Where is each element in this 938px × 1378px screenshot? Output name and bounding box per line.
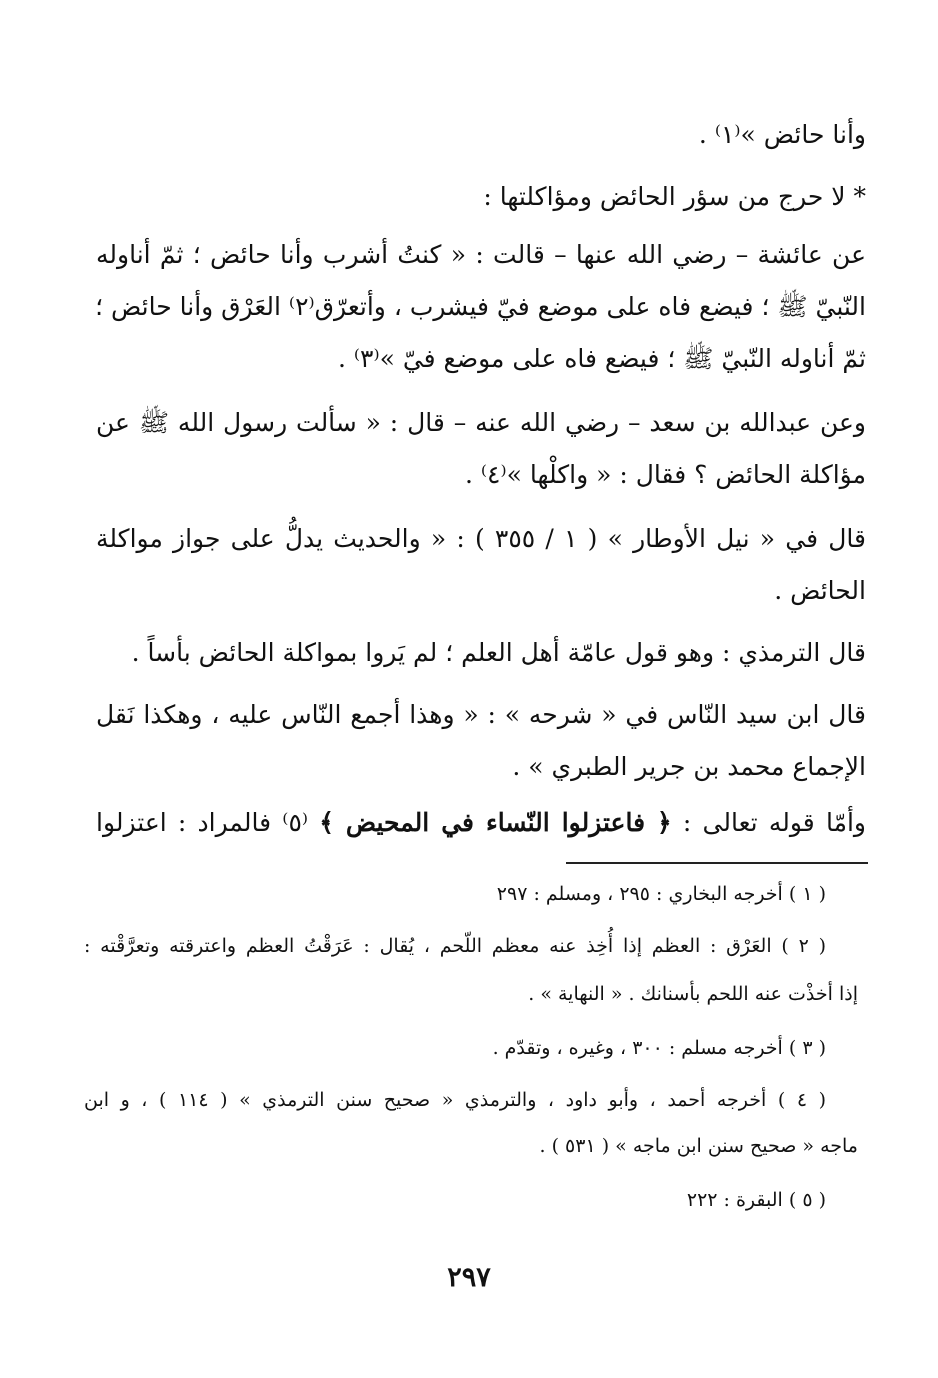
footnote-5: ( ٥ ) البقرة : ٢٢٢: [686, 1189, 826, 1211]
footnote-2-continued: إذا أخذْت عنه اللحم بأسنانك . « النهاية » .: [528, 983, 858, 1005]
body-line-4: النّبيّ ﷺ ؛ فيضع فاه على موضع فيّ فيشرب ، وأتعرّق⁽٢⁾ العَرْق وأنا حائض ؛: [95, 292, 866, 321]
footnote-4-continued: ماجه « صحيح سنن ابن ماجه » ( ٥٣١ ) .: [539, 1135, 858, 1157]
body-line-8: قال في « نيل الأوطار » ( ١ / ٣٥٥ ) : « والحديث يدلُّ على جواز مواكلة: [96, 524, 866, 553]
footnote-1: ( ١ ) أخرجه البخاري : ٢٩٥ ، ومسلم : ٢٩٧: [496, 883, 826, 905]
quran-verse: ﴿ فاعتزلوا النّساء في المحيض ﴾: [319, 808, 672, 837]
section-heading: * لا حرج من سؤر الحائض ومؤاكلتها :: [483, 182, 866, 211]
body-line-11: قال ابن سيد النّاس في « شرحه » : « وهذا أجمع النّاس عليه ، وهكذا نَقل: [96, 700, 866, 729]
body-line-6: وعن عبدالله بن سعد – رضي الله عنه – قال : « سألت رسول الله ﷺ عن: [96, 408, 866, 437]
verse-line: [96, 806, 866, 840]
page-number: ٢٩٧: [447, 1262, 491, 1293]
footnote-separator: [566, 862, 868, 864]
body-line-7: مؤاكلة الحائض ؟ فقال : « واكلْها »⁽٤⁾ .: [465, 460, 866, 489]
verse-suffix: ⁽٥⁾ فالمراد : اعتزلوا: [96, 808, 309, 837]
body-line-10: قال الترمذي : وهو قول عامّة أهل العلم ؛ لم يَروا بمواكلة الحائض بأساً .: [131, 638, 866, 667]
body-line-1: وأنا حائض »⁽١⁾ .: [698, 120, 866, 149]
body-line-3: عن عائشة – رضي الله عنها – قالت : « كنتُ أشرب وأنا حائض ؛ ثمّ أناوله: [96, 240, 866, 269]
footnote-2: ( ٢ ) العَرْق : العظم إذا أُخِذ عنه معظم اللّحم ، يُقال : عَرَقْتُ العظم واعترقته وتعرَّقْته :: [84, 935, 826, 957]
verse-prefix: وأمّا قوله تعالى :: [682, 808, 866, 837]
body-line-5: ثمّ أناوله النّبيّ ﷺ ؛ فيضع فاه على موضع فيّ »⁽٣⁾ .: [337, 344, 866, 373]
body-line-12: الإجماع محمد بن جرير الطبري » .: [512, 752, 866, 781]
footnote-4: ( ٤ ) أخرجه أحمد ، وأبو داود ، والترمذي « صحيح سنن الترمذي » ( ١١٤ ) ، و ابن: [84, 1089, 826, 1111]
body-line-9: الحائض .: [774, 576, 866, 605]
footnote-3: ( ٣ ) أخرجه مسلم : ٣٠٠ ، وغيره ، وتقدّم .: [492, 1037, 826, 1059]
